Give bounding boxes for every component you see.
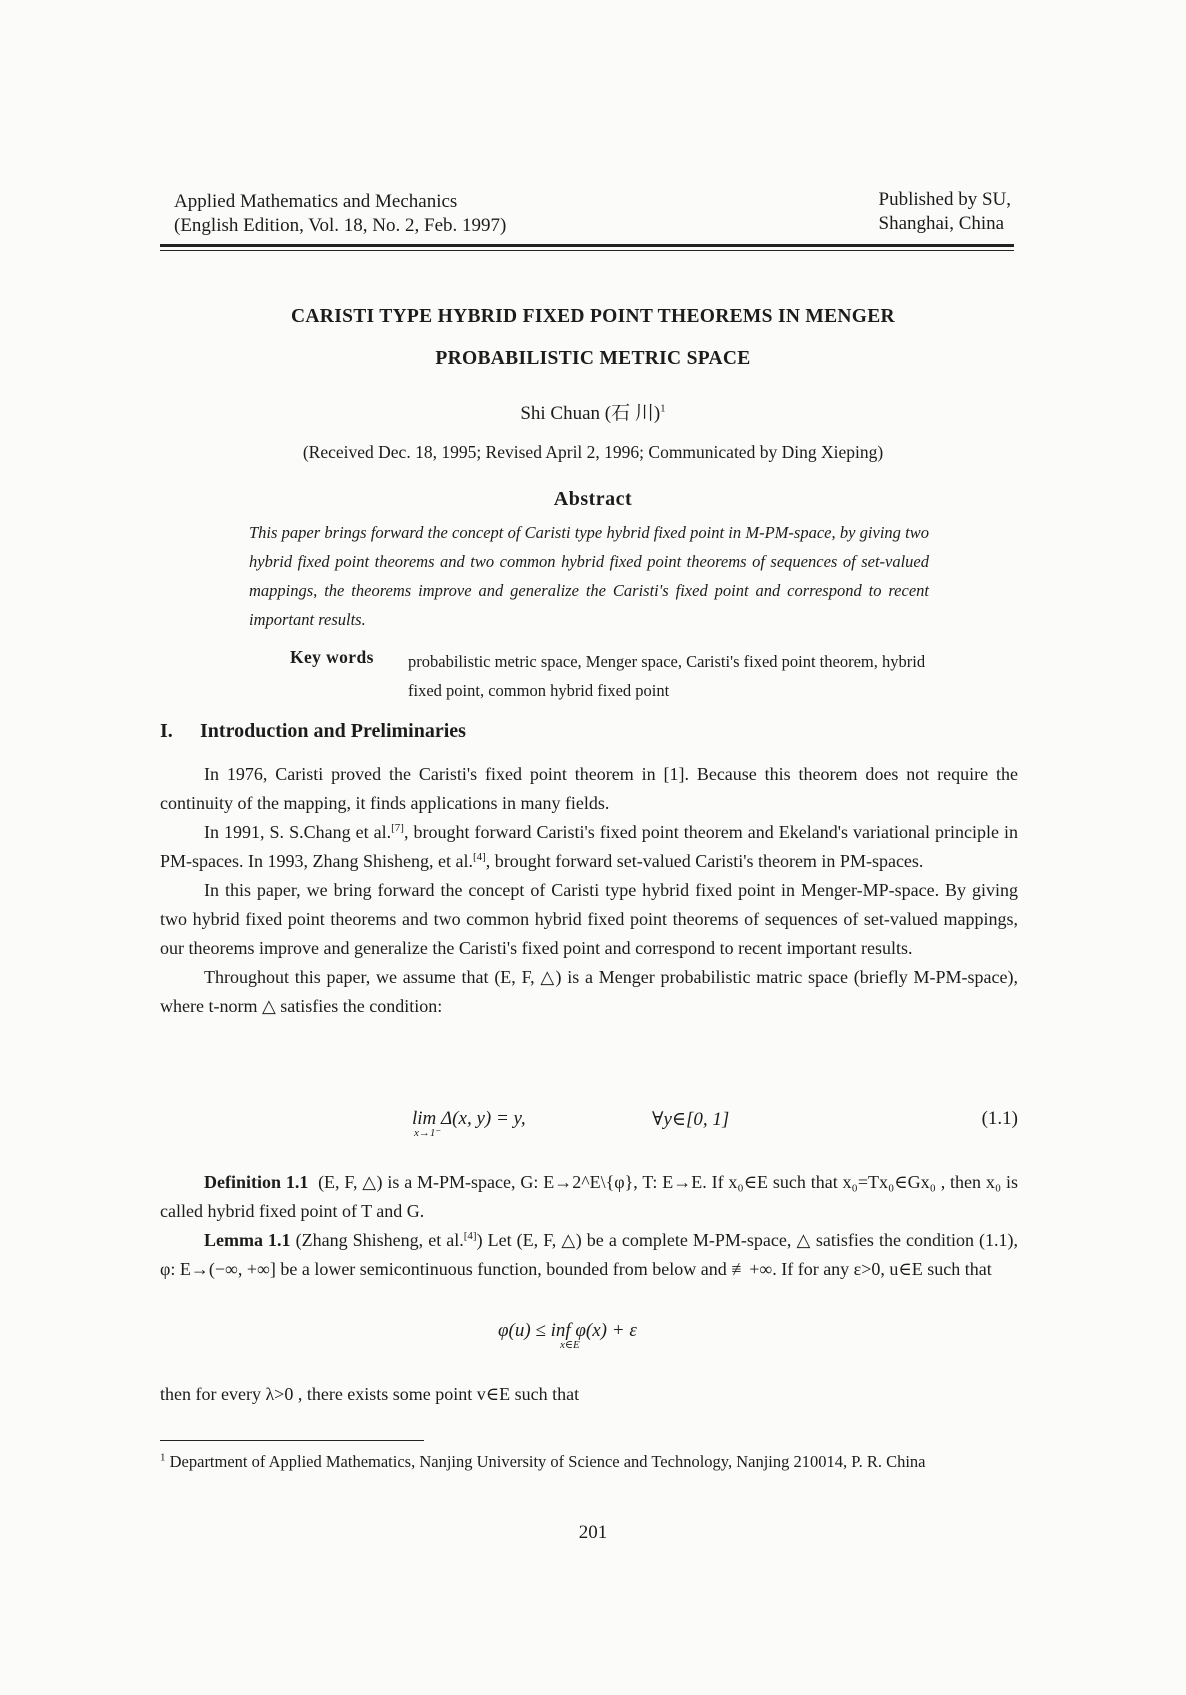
- citation-7: [7]: [391, 822, 404, 834]
- definition-label: Definition 1.1: [204, 1172, 309, 1192]
- section-number: I.: [160, 720, 173, 742]
- author-affiliation-mark: 1: [660, 402, 666, 415]
- abstract-heading: Abstract: [553, 488, 633, 510]
- lemma-label: Lemma 1.1: [204, 1230, 291, 1250]
- received-dates: (Received Dec. 18, 1995; Revised April 2, 1996; Communicated by Ding Xieping): [302, 442, 884, 462]
- paragraph-2-part-c: , brought forward set-valued Caristi's theorem in PM-spaces.: [485, 851, 924, 871]
- equation-lemma: [498, 1320, 637, 1351]
- equation-lemma-body: φ(u) ≤ inf φ(x) + ε: [498, 1320, 637, 1341]
- abstract-body: This paper brings forward the concept of Caristi type hybrid fixed point in M-PM-space, by giving two hybrid fixed point theorems and two common hybrid fixed point theorems of sequences of set-valued mappings, the theorems improve and generalize the Caristi's fixed point and correspond to recent important results.: [249, 523, 929, 629]
- lemma-citation: (Zhang Shisheng, et al.: [295, 1230, 464, 1250]
- definitions-body: [160, 1168, 1018, 1284]
- paper-title-line-2: PROBABILISTIC METRIC SPACE: [435, 348, 751, 369]
- section-heading: [160, 720, 466, 743]
- header-rule-thin: [160, 250, 1014, 251]
- equation-1-1: [412, 1108, 526, 1139]
- footnote: [160, 1448, 1018, 1476]
- equation-lemma-inf-sub: x∈E: [560, 1339, 580, 1351]
- section-title: Introduction and Preliminaries: [200, 720, 466, 742]
- paragraph-5: then for every λ>0 , there exists some point v∈E such that: [160, 1384, 580, 1404]
- definition-text: (E, F, △) is a M-PM-space, G: E→2^E\{φ}, T: E→E. If x₀∈E such that x₀=Tx₀∈Gx₀ , then x₀ is called hybrid fixed point of T and G.: [160, 1172, 1018, 1221]
- journal-issue: (English Edition, Vol. 18, No. 2, Feb. 1997): [174, 215, 507, 236]
- page-number: 201: [578, 1522, 608, 1543]
- paragraph-1: In 1976, Caristi proved the Caristi's fixed point theorem in [1]. Because this theorem does not require the continuity of the mapping, it finds applications in many fields.: [160, 764, 1018, 813]
- paragraph-2-part-a: In 1991, S. S.Chang et al.: [204, 822, 392, 842]
- equation-1-1-condition: ∀y∈[0, 1]: [652, 1109, 730, 1130]
- closing-line: [160, 1380, 1018, 1409]
- keywords-label: Key words: [290, 647, 374, 667]
- equation-1-1-number: (1.1): [981, 1108, 1018, 1129]
- paper-title-line-1: CARISTI TYPE HYBRID FIXED POINT THEOREMS IN MENGER: [291, 306, 895, 327]
- paragraph-2: [160, 818, 1018, 876]
- journal-header: [174, 190, 506, 238]
- paragraph-3: In this paper, we bring forward the concept of Caristi type hybrid fixed point in Menger-MP-space. By giving two hybrid fixed point theorems and two common hybrid fixed point theorems of sequences of set-valued mappings, our theorems improve and generalize the Caristi's fixed point and correspond to recent important results.: [160, 880, 1018, 958]
- header-rule-thick: [160, 244, 1014, 247]
- author-name: Shi Chuan (石 川): [520, 403, 661, 424]
- keywords-text: probabilistic metric space, Menger space, Caristi's fixed point theorem, hybrid fixed point, common hybrid fixed point: [408, 652, 926, 700]
- publisher-header: [879, 188, 1012, 236]
- equation-1-1-body: lim Δ(x, y) = y,: [412, 1108, 526, 1129]
- definition-1-1: [160, 1168, 1018, 1226]
- lemma-text: ) Let (E, F, △) be a complete M-PM-space, △ satisfies the condition (1.1), φ: E→(−∞, +∞] be a lower semicontinuous function, bounded from below and ≢+∞. If for any ε>0, u∈E such that: [160, 1230, 1019, 1279]
- citation-4: [4]: [472, 851, 486, 863]
- footnote-mark: 1: [160, 1451, 166, 1464]
- publisher-location: Shanghai, China: [878, 213, 1005, 234]
- paragraph-4: Throughout this paper, we assume that (E, F, △) is a Menger probabilistic matric space (briefly M-PM-space), where t-norm △ satisfies the condition:: [160, 967, 1018, 1016]
- equation-1-1-limit: x→1⁻: [414, 1127, 442, 1139]
- author-line: [160, 398, 1026, 425]
- lemma-1-1: [160, 1226, 1018, 1284]
- lemma-citation-ref: [4]: [463, 1230, 477, 1242]
- footnote-rule: [160, 1440, 424, 1441]
- paragraph-2-part-b: , brought forward Caristi's fixed point theorem and Ekeland's variational principle in PM-spaces. In 1993, Zhang Shisheng, et al.: [160, 822, 1018, 871]
- introduction-body: [160, 760, 1018, 1021]
- footnote-text: Department of Applied Mathematics, Nanjing University of Science and Technology, Nanjing 210014, P. R. China: [169, 1452, 926, 1471]
- publisher-name: Published by SU,: [878, 189, 1011, 210]
- journal-name: Applied Mathematics and Mechanics: [174, 191, 458, 212]
